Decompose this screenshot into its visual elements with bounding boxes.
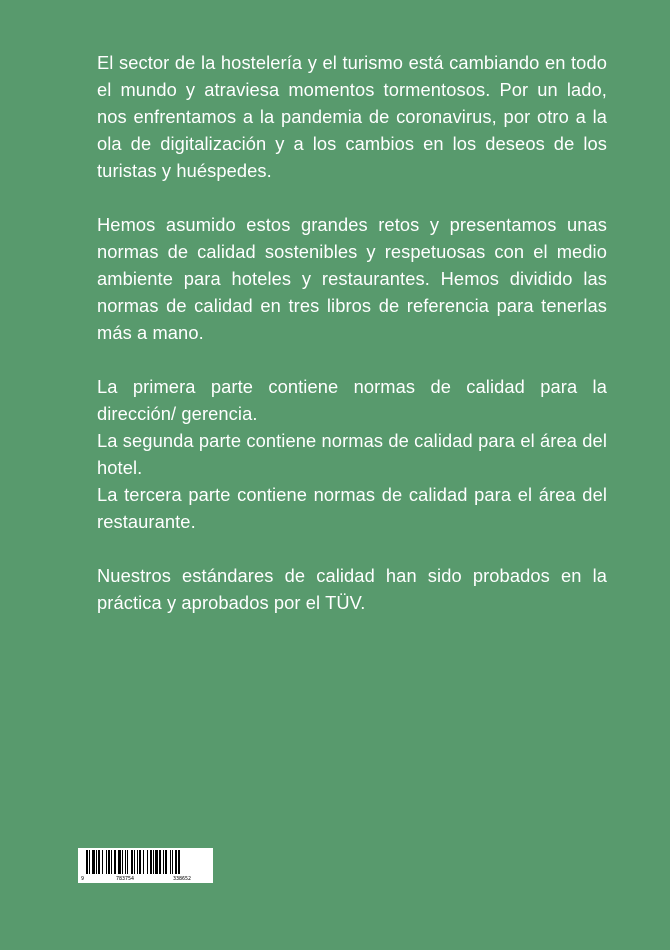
barcode-bars	[78, 848, 213, 875]
barcode-bar	[89, 850, 90, 874]
barcode-bar	[102, 850, 103, 874]
barcode-bar	[159, 850, 161, 874]
barcode-bar	[170, 850, 171, 874]
paragraph-intro: El sector de la hostelería y el turismo está cambiando en todo el mundo y atraviesa momentos tormentosos. Por un lado, nos enfrentamos a la pandemia de coronavirus, por otro a la ola de digitalización y a los cambios en los deseos de los turistas y huéspedes.	[97, 52, 607, 181]
barcode-bar	[137, 850, 138, 874]
barcode-bar	[175, 850, 177, 874]
barcode-bar	[106, 850, 107, 874]
barcode-bar	[125, 850, 126, 874]
barcode-bar	[114, 850, 116, 874]
paragraph-tuv: Nuestros estándares de calidad han sido probados en la práctica y aprobados por el TÜV.	[97, 565, 607, 613]
barcode-bar	[111, 850, 112, 874]
barcode-bar	[127, 850, 128, 874]
barcode-digits-left: 783754	[116, 876, 135, 882]
barcode-bar	[98, 850, 100, 874]
barcode-bar	[86, 850, 88, 874]
barcode-bar	[165, 850, 167, 874]
barcode-bar	[139, 850, 141, 874]
barcode-bar	[147, 850, 148, 874]
barcode-bar	[134, 850, 135, 874]
barcode-bar	[143, 850, 144, 874]
barcode-bar	[118, 850, 121, 874]
barcode-digits	[78, 874, 213, 882]
paragraph-part-two: La segunda parte contiene normas de calidad para el área del hotel.	[97, 430, 607, 478]
barcode-bar	[122, 850, 123, 874]
paragraph-challenges: Hemos asumido estos grandes retos y presentamos unas normas de calidad sostenibles y respetuosas con el medio ambiente para hoteles y restaurantes. Hemos dividido las normas de calidad en tres libros de referencia para tenerlas más a mano.	[97, 214, 607, 343]
barcode-bar	[131, 850, 133, 874]
barcode-bar	[150, 850, 152, 874]
paragraph-part-three: La tercera parte contiene normas de calidad para el área del restaurante.	[97, 484, 607, 532]
barcode-bar	[178, 850, 180, 874]
barcode-bar	[108, 850, 110, 874]
paragraph-part-one: La primera parte contiene normas de calidad para la dirección/ gerencia.	[97, 376, 607, 424]
barcode-bar	[153, 850, 154, 874]
barcode-bar	[163, 850, 164, 874]
barcode-bar	[96, 850, 97, 874]
barcode-bar	[92, 850, 95, 874]
blurb-text	[97, 49, 607, 643]
barcode-digit-first: 9	[81, 876, 85, 882]
barcode-digits-right: 338652	[173, 876, 192, 882]
isbn-barcode	[78, 848, 213, 883]
barcode-bar	[155, 850, 158, 874]
barcode-bar	[172, 850, 173, 874]
